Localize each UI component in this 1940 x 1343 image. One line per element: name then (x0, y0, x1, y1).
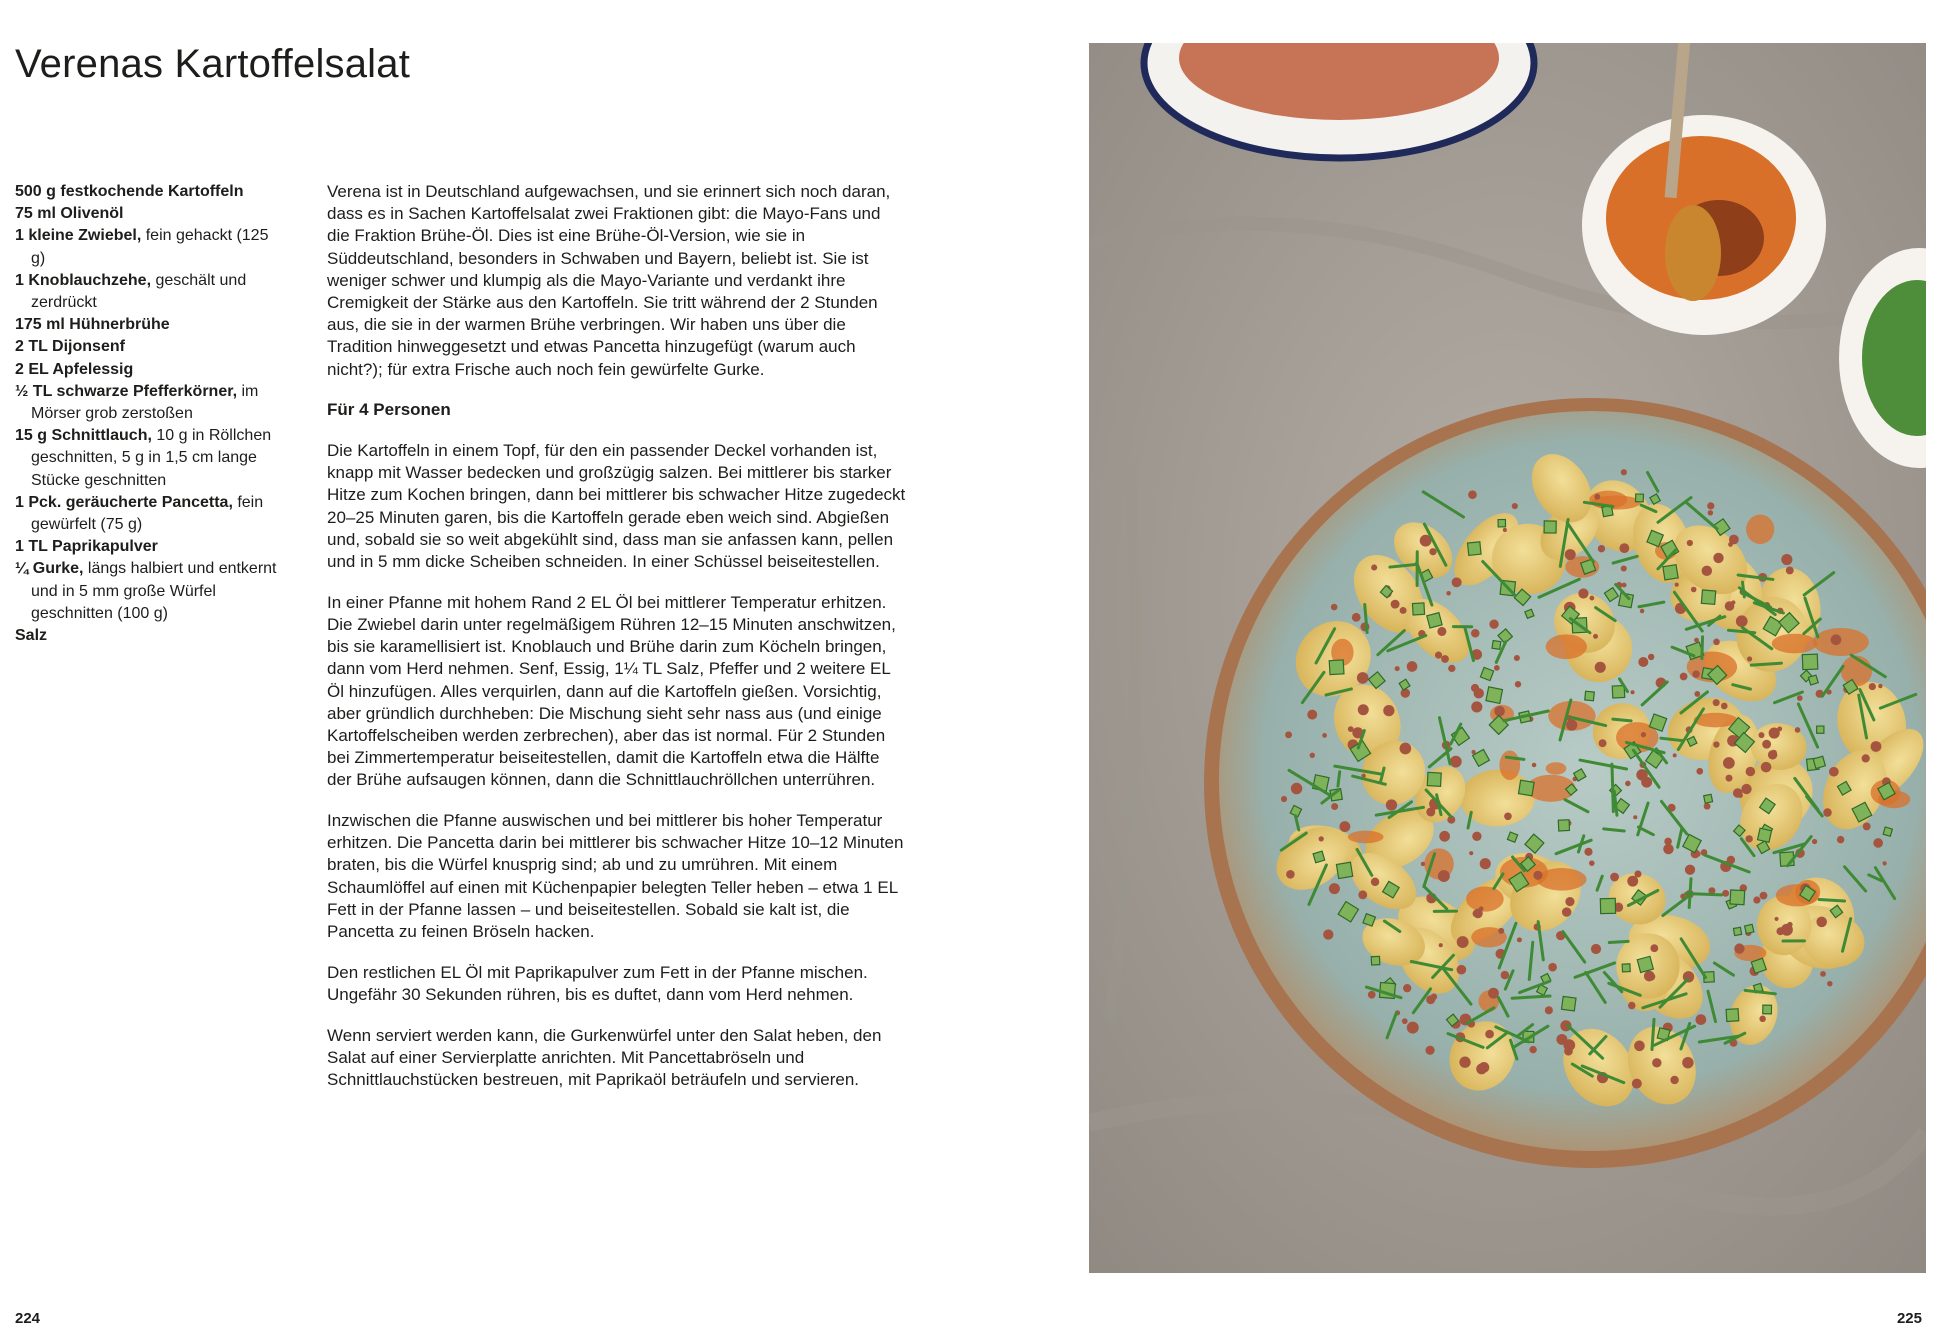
ingredient-note: fein gewürfelt (75 g) (31, 493, 264, 534)
ingredient-item (15, 181, 285, 203)
servings-heading: Für 4 Personen (327, 400, 451, 420)
ingredient-amount: 1 TL Paprikapulver (15, 538, 158, 556)
ingredient-amount: ¼ Gurke, (15, 560, 84, 578)
ingredient-item (15, 536, 285, 558)
method-step: Die Kartoffeln in einem Topf, für den ein passender Deckel vorhanden ist, knapp mit Wasser bedecken und großzügig salzen. Bei mittlerer bis starker Hitze zum Kochen bringen, dann bei mittlerer bis schwacher Hitze zugedeckt 20–25 Minuten garen, bis die Kartoffeln gerade eben weich sind. Abgießen und, sobald sie so weit abgekühlt sind, dass man sie anfassen kann, pellen und in 5 mm dicke Scheiben schneiden. In einer Schüssel beiseitestellen. (327, 441, 906, 572)
ingredient-item (15, 314, 285, 336)
ingredient-amount: Salz (15, 627, 48, 645)
ingredient-note: 10 g in Röllchen geschnitten, 5 g in 1,5 cm lange Stücke geschnitten (31, 427, 272, 489)
ingredient-amount: 75 ml Olivenöl (15, 205, 124, 223)
ingredient-item (15, 270, 285, 314)
ingredient-amount: 2 EL Apfelessig (15, 360, 134, 378)
method-column (327, 181, 907, 1110)
ingredient-item (15, 381, 285, 425)
ingredient-list (15, 181, 285, 647)
method-step: Inzwischen die Pfanne auswischen und bei mittlerer bis hoher Temperatur erhitzen. Die Pancetta darin bei mittlerer bis schwacher Hitze 10–12 Minuten braten, bis die Würfel knusprig sind; ab und zu umrühren. Mit einem Schaumlöffel auf einen mit Küchenpapier belegten Teller heben – etwa 1 EL Fett in der Pfanne lassen – und beiseitestellen. Sobald sie kalt ist, die Pancetta zu feinen Bröseln hacken. (327, 811, 904, 942)
method-step: Wenn serviert werden kann, die Gurkenwürfel unter den Salat heben, den Salat auf einer Servierplatte anrichten. Mit Pancettabröseln und Schnittlauchstücken bestreuen, mit Paprikaöl beträufeln und servieren. (327, 1025, 882, 1090)
ingredient-item (15, 625, 285, 647)
ingredient-item (15, 336, 285, 358)
intro-paragraph: Verena ist in Deutschland aufgewachsen, und sie erinnert sich noch daran, dass es in Sachen Kartoffelsalat zwei Fraktionen gibt: die Mayo-Fans und die Fraktion Brühe-Öl. Dies ist eine Brühe-Öl-Version, wie sie in Süddeutschland, besonders in Schwaben und Bayern, beliebt ist. Sie ist weniger schwer und klumpig als die Mayo-Variante und verdankt ihre Cremigkeit der Stärke aus den Kartoffeln. Sie tritt während der 2 Stunden aus, die sie in der warmen Brühe verbringen. Wir haben uns über die Tradition hinweggesetzt und etwas Pancetta hinzugefügt (warum auch nicht?); für extra Frische auch noch fein gewürfelte Gurke. (327, 182, 891, 379)
ingredient-amount: 175 ml Hühnerbrühe (15, 316, 170, 334)
method-step: In einer Pfanne mit hohem Rand 2 EL Öl bei mittlerer Temperatur erhitzen. Die Zwiebel darin unter regelmäßigem Rühren 12–15 Minuten anschwitzen, bis sie karamellisiert ist. Knoblauch und Brühe darin zum Köcheln bringen, dann vom Herd nehmen. Senf, Essig, 1¼ TL Salz, Pfeffer und 2 weitere EL Öl hinzufügen. Alles verquirlen, dann auf die Kartoffeln gießen. Vorsichtig, aber gründlich durchheben: Die Mischung sieht sehr nass aus (und einige Kartoffelscheiben werden zerbrechen), aber das ist normal. Für 2 Stunden bei Zimmertemperatur beiseitestellen, damit die Kartoffeln etwa die Hälfte der Brühe aufsaugen können, dann die Schnittlauchröllchen unterrühren. (327, 592, 896, 790)
ingredient-amount: 1 Pck. geräucherte Pancetta, (15, 493, 233, 511)
ingredient-note: geschält und zerdrückt (31, 271, 247, 312)
ingredient-item (15, 425, 285, 492)
method-step: Den restlichen EL Öl mit Paprikapulver zum Fett in der Pfanne mischen. Ungefähr 30 Sekunden rühren, bis es duftet, dann vom Herd nehmen. (327, 962, 868, 1004)
recipe-title: Verenas Kartoffelsalat (15, 42, 411, 86)
potato-salad-photo (1089, 43, 1926, 1273)
ingredient-amount: 500 g festkochende Kartoffeln (15, 183, 244, 200)
ingredient-item (15, 225, 285, 269)
page-number-right: 225 (1896, 1310, 1922, 1327)
page-number-left: 224 (15, 1310, 41, 1327)
ingredient-item (15, 492, 285, 536)
ingredient-item (15, 558, 285, 625)
ingredient-note: fein gehackt (125 g) (31, 227, 269, 267)
ingredient-amount: ½ TL schwarze Pfefferkörner, (15, 382, 238, 400)
ingredient-amount: 2 TL Dijonsenf (15, 338, 125, 356)
ingredient-amount: 1 Knoblauchzehe, (15, 271, 152, 289)
ingredient-item (15, 359, 285, 381)
ingredient-amount: 1 kleine Zwiebel, (15, 227, 142, 245)
ingredient-note: längs halbiert und entkernt und in 5 mm große Würfel geschnitten (100 g) (31, 560, 277, 622)
ingredient-amount: 15 g Schnittlauch, (15, 427, 152, 445)
ingredient-note: im Mörser grob zerstoßen (31, 382, 259, 423)
ingredient-item (15, 203, 285, 225)
